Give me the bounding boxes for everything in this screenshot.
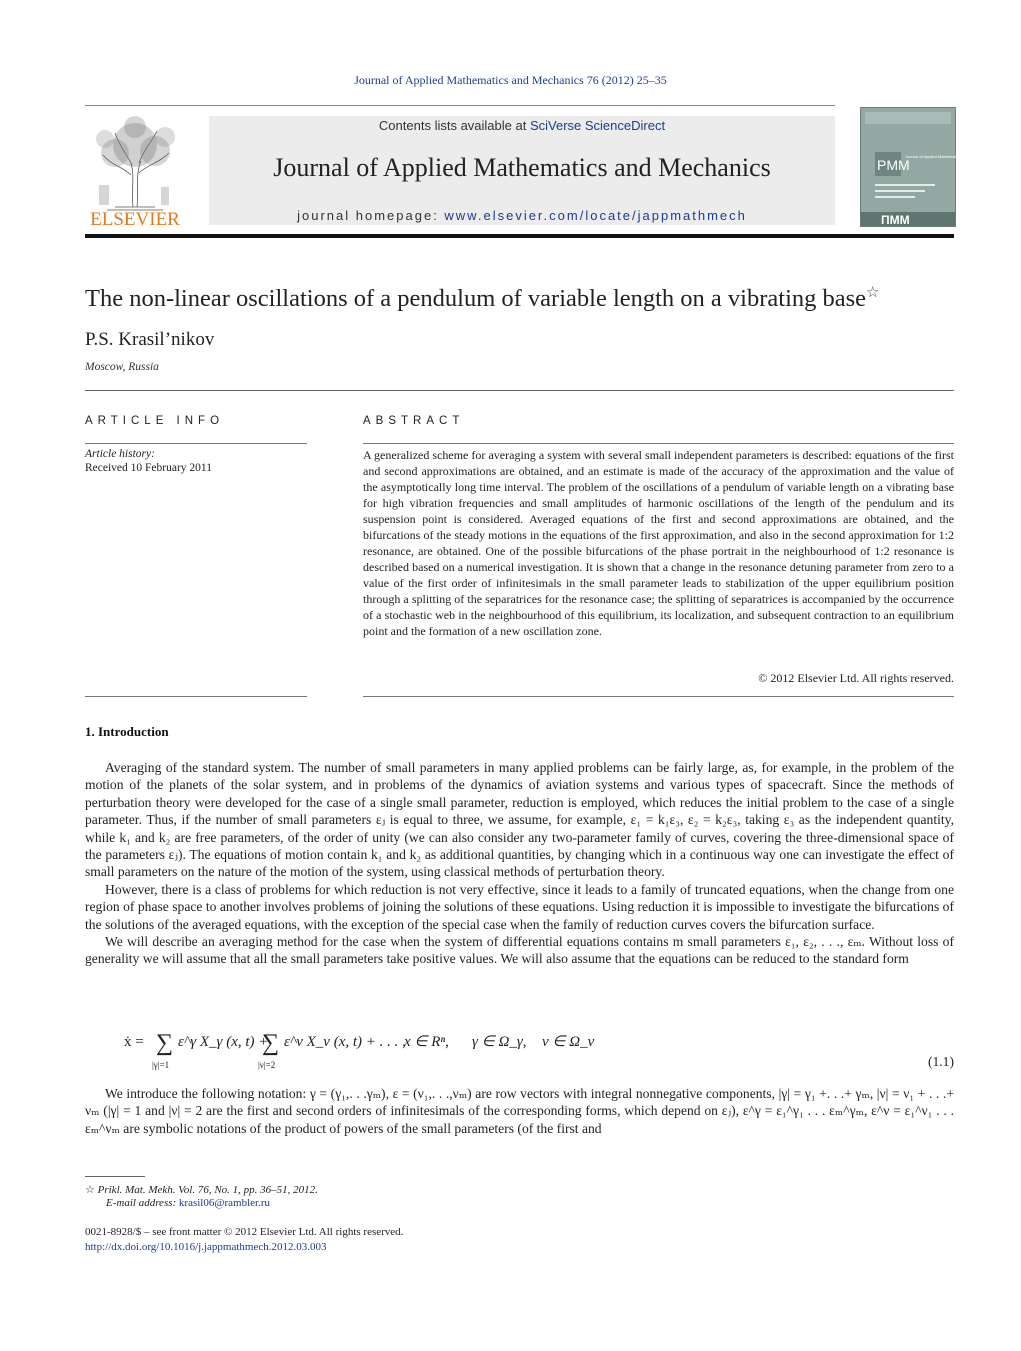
author-name[interactable]: P.S. Krasil’nikov: [85, 329, 215, 350]
notation-paragraph-block: [85, 1085, 954, 1137]
abstract-rule: [363, 443, 954, 444]
cover-footer: ПММ: [881, 213, 910, 227]
journal-cover-image: [861, 108, 989, 227]
sciverse-link[interactable]: SciVerse ScienceDirect: [529, 118, 666, 133]
cover-label: PMM: [877, 157, 910, 173]
abstract-copyright: © 2012 Elsevier Ltd. All rights reserved.: [758, 671, 954, 685]
elsevier-logo[interactable]: [85, 115, 185, 230]
author-email-link[interactable]: krasil06@rambler.ru: [178, 1197, 270, 1209]
history-label: Article history:: [85, 448, 155, 460]
eq-sum2-symbol: ∑: [262, 1030, 280, 1056]
intro-body: [85, 759, 954, 968]
footnote-1-text: Prikl. Mat. Mekh. Vol. 76, No. 1, pp. 36–51, 2012.: [97, 1184, 318, 1196]
article-title-text: The non-linear oscillations of a pendulum of variable length on a vibrating base: [85, 285, 867, 313]
paragraph-2: However, there is a class of problems for which reduction is not very effective, since it leads to a family of truncated equations, when the change from one region of phase space to another involves problems of joining the solutions of these equations. Using reduction it is impossible to investigate the bifurcations of the solutions of the averaged equations, with the exception of the special case when the family of reduction curves covers the bifurcation surface.: [85, 881, 954, 932]
footnote-rule: [85, 1176, 145, 1177]
contents-line: [209, 118, 835, 133]
article-info-bottom-rule: [85, 696, 307, 697]
elsevier-tree-icon: [85, 115, 185, 230]
eq-cond1: x ∈ Rⁿ,: [404, 1034, 449, 1050]
header-bottom-rule: [85, 234, 954, 238]
paragraph-1: Averaging of the standard system. The number of small parameters in many applied problems can be fairly large, as, for example, in the problem of the motion of the planets of the solar system, and in problems of the dynamics of aviation systems and various types of spacecraft. Since the methods of perturbation theory were developed for the case of a single small parameter, reduction is employed, which reduces the initial problem to the case of a single parameter. Thus, if the number of small parameters εⱼ is equal to three, we assume, for example, ε₁ = k₁ε₃, ε₂ = k₂ε₃, taking ε₃ as the independent quantity, while k₁ and k₂ are free parameters, of the order of unity (we can also consider any two-parameter family of curves, covering the three-dimensional space of the parameters εⱼ). The equations of motion contain k₁ and k₂ as additional quantities, by changing which in a continuous way one can investigate the effect of small parameters on the nature of the motion of the system, using classical methods of perturbation theory.: [85, 760, 954, 880]
section-heading-introduction: 1. Introduction: [85, 724, 169, 739]
footnote-2: [106, 1197, 270, 1209]
equation-number: (1.1): [927, 1054, 954, 1069]
abstract-heading: ABSTRACT: [363, 415, 465, 427]
eq-sum1-symbol: ∑: [156, 1030, 174, 1056]
title-rule: [85, 390, 954, 391]
article-info-rule: [85, 443, 307, 444]
eq-term2: ε^ν X_ν (x, t) + . . . ,: [284, 1034, 406, 1050]
eq-term1: ε^γ X_γ (x, t) +: [178, 1034, 269, 1050]
contents-prefix: Contents lists available at: [378, 118, 530, 133]
footnote-mark: ☆: [85, 1184, 95, 1196]
homepage-prefix: journal homepage:: [297, 208, 445, 223]
title-footnote-mark[interactable]: ☆: [866, 285, 880, 301]
journal-cover[interactable]: [860, 107, 989, 227]
eq-sum1-sub: |γ|=1: [152, 1060, 170, 1070]
homepage-link[interactable]: www.elsevier.com/locate/jappmathmech: [444, 208, 747, 223]
cover-subtitle: Journal of Applied Mathematics and Mechanics: [905, 154, 989, 159]
journal-banner: [209, 116, 835, 225]
footnote-1: [85, 1183, 318, 1196]
eq-cond3: ν ∈ Ω_ν: [542, 1034, 595, 1050]
equation-graphic: [120, 1028, 954, 1074]
article-info-heading: ARTICLE INFO: [85, 415, 225, 427]
paragraph-3: We will describe an averaging method for the case when the system of differential equations contains m small parameters ε₁, ε₂, . . ., εₘ. Without loss of generality we will assume that all the small parameters take positive values. We will also assume that the equations can be reduced to the standard form: [85, 934, 954, 967]
eq-lhs: ẋ =: [124, 1034, 144, 1050]
journal-citation[interactable]: Journal of Applied Mathematics and Mechanics 76 (2012) 25–35: [354, 73, 667, 87]
homepage-line: [209, 208, 835, 223]
eq-sum2-sub: |ν|=2: [258, 1060, 276, 1070]
elsevier-wordmark: ELSEVIER: [90, 209, 180, 230]
issn-line: 0021-8928/$ – see front matter © 2012 Elsevier Ltd. All rights reserved.: [85, 1226, 404, 1238]
paragraph-4: We introduce the following notation: γ = (γ₁,. . .γₘ), ε = (ν₁,. . .,νₘ) are row vectors with integral nonnegative components, |γ| = γ₁ +. . .+ γₘ, |ν| = ν₁ + . . .+ νₘ (|γ| = 1 and |ν| = 2 are the first and second orders of infinitesimals of the corresponding forms, which depend on εⱼ), ε^γ = ε₁^γ₁ . . . εₘ^γₘ, ε^ν = ε₁^ν₁ . . . εₘ^νₘ are symbolic notations of the product of powers of the small parameters (of the first and: [85, 1086, 954, 1136]
email-label: E-mail address:: [106, 1197, 179, 1209]
journal-title: Journal of Applied Mathematics and Mechanics: [273, 153, 771, 182]
received-date: Received 10 February 2011: [85, 462, 212, 474]
eq-cond2: γ ∈ Ω_γ,: [472, 1034, 527, 1050]
affiliation: Moscow, Russia: [85, 361, 159, 373]
article-title: [85, 283, 965, 313]
abstract-text: A generalized scheme for averaging a system with several small independent parameters is described: equations of the first and second approximations are obtained, and an estimate is made of the accuracy of the approximation and the value of the asymptotically long time interval. The problem of the oscillations of a pendulum of variable length on a vibrating base for high vibration frequencies and small amplitudes of harmonic oscillations of the length of the pendulum and its suspension point is considered. Averaged equations of the first and second approximations are obtained, and the bifurcations of the steady motions in the equations of the first approximation, and also in the second approximation for 1:2 resonance, are obtained. One of the possible bifurcations of the phase portrait in the neighbourhood of 1:2 resonance is described based on a numerical investigation. It is shown that a change in the resonance detuning parameter from zero to a value of the first order of infinitesimals in the small parameter leads to stabilization of the upper equilibrium position through a splitting of the separatrices for the resonance case; the splitting of separatrices is accompanied by the occurrence of a stochastic web in the neighbourhood of this equilibrium, its localization, and subsequent contraction to an equilibrium point and the formation of a new oscillation zone.: [363, 448, 954, 638]
abstract-bottom-rule: [363, 696, 954, 697]
doi-link[interactable]: http://dx.doi.org/10.1016/j.jappmathmech.2012.03.003: [85, 1241, 327, 1253]
equation-1-1: [120, 1028, 954, 1074]
header-top-rule: [85, 105, 835, 106]
